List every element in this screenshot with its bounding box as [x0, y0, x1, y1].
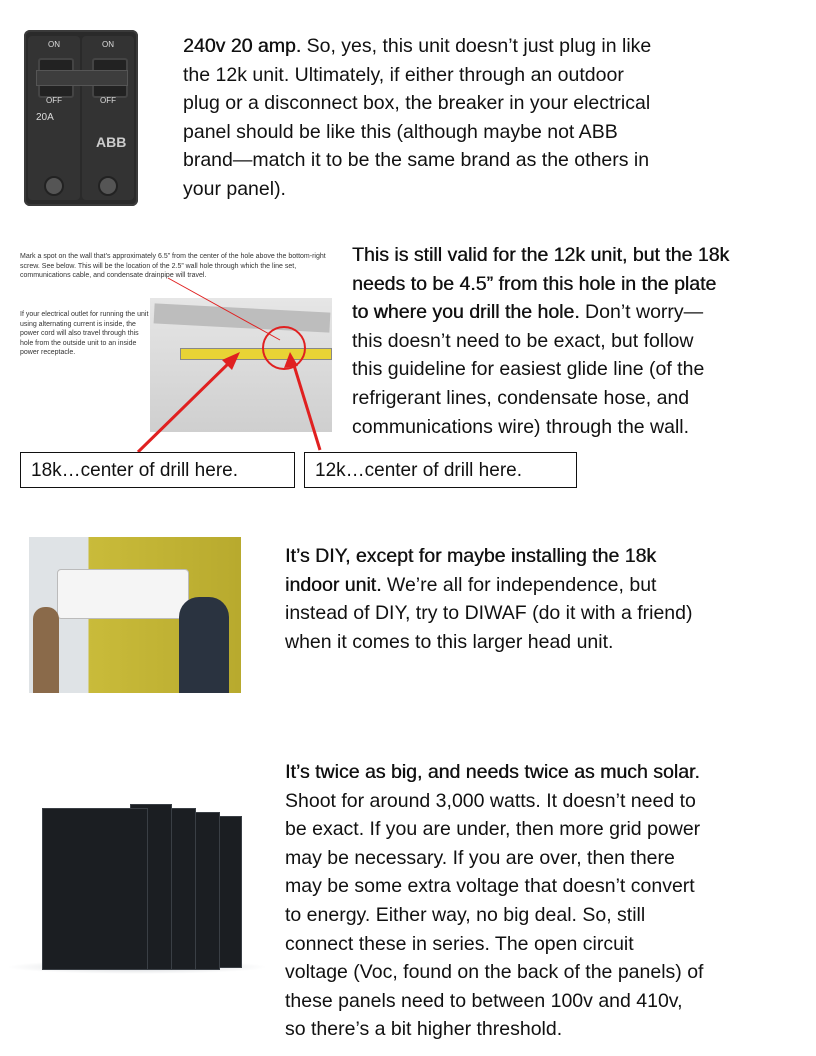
section1-line: panel should be like this (although maybe not ABB — [183, 120, 618, 143]
section3-line: when it comes to this larger head unit. — [285, 630, 614, 653]
breaker-brand-logo: ABB — [96, 134, 127, 150]
breaker-on-label-left: ON — [48, 40, 60, 49]
breaker-off-label-right: OFF — [100, 96, 116, 105]
solar-panel-front — [42, 808, 148, 970]
arrow-12k-line — [293, 362, 320, 450]
section2-lead-line: to where you drill the hole. — [352, 301, 580, 324]
section2-lead-rest: Don’t worry— — [579, 301, 704, 324]
breaker-amp-label: 20A — [36, 112, 54, 123]
section1-line: the 12k unit. Ultimately, if either through an outdoor — [183, 63, 624, 86]
installer-person — [179, 597, 229, 693]
section2-line: this guideline for easiest glide line (of the — [352, 358, 705, 381]
breaker-off-label-left: OFF — [46, 96, 62, 105]
section3-lead-line: It’s DIY, except for maybe installing the 18k — [285, 545, 657, 567]
section2-lead-line: needs to be 4.5” from this hole in the plate — [352, 272, 717, 295]
section3-lead-rest: We’re all for independence, but — [381, 573, 657, 596]
section1-line: your panel). — [183, 177, 286, 200]
arrow-12k-head — [284, 352, 298, 368]
pointer-line — [168, 278, 280, 340]
breaker-on-label-right: ON — [102, 40, 114, 49]
section4-line: connect these in series. The open circuit — [285, 932, 634, 955]
section4-line: voltage (Voc, found on the back of the panels) of — [285, 961, 704, 984]
section2-lead-line: This is still valid for the 12k unit, but the 18k — [352, 244, 730, 266]
helper-person — [33, 607, 59, 693]
section4-line: may be necessary. If you are over, then there — [285, 846, 675, 869]
solar-panels-image — [6, 800, 268, 976]
callout-12k: 12k…center of drill here. — [304, 452, 577, 488]
callout-18k: 18k…center of drill here. — [20, 452, 295, 488]
section2-text — [352, 241, 812, 441]
installer-photo — [29, 537, 241, 693]
section1-first-line-rest: So, yes, this unit doesn’t just plug in like — [301, 35, 652, 57]
section4-line: Shoot for around 3,000 watts. It doesn’t need to — [285, 789, 696, 812]
section4-line: these panels need to between 100v and 410v, — [285, 989, 683, 1012]
section1-line: plug or a disconnect box, the breaker in your electrical — [183, 92, 651, 115]
indoor-head-unit — [57, 569, 189, 619]
arrow-18k-line — [138, 360, 232, 452]
section3-text — [285, 542, 785, 656]
section2-line: communications wire) through the wall. — [352, 415, 690, 438]
section4-line: be exact. If you are under, then more grid power — [285, 818, 701, 841]
section4-text — [285, 758, 795, 1044]
section4-lead: It’s twice as big, and needs twice as much solar. — [285, 761, 700, 783]
section3-lead-line: indoor unit. — [285, 573, 382, 596]
instruction-note-left: If your electrical outlet for running the unit using alternating current is inside, the power cord will also travel through this hole from the outside unit to an inside power receptacle. — [20, 311, 149, 356]
section1-lead: 240v 20 amp. — [183, 35, 302, 57]
section4-line: so there’s a bit higher threshold. — [285, 1018, 563, 1041]
section2-line: refrigerant lines, condensate hose, and — [352, 386, 690, 409]
section2-line: this doesn’t need to be exact, but follow — [352, 329, 694, 352]
section3-line: instead of DIY, try to DIWAF (do it with a friend) — [285, 602, 693, 625]
section1-line: brand—match it to be the same brand as the others in — [183, 149, 650, 172]
section4-line: to energy. Either way, no big deal. So, still — [285, 903, 646, 926]
instruction-note-top: Mark a spot on the wall that’s approximately 6.5” from the center of the hole above the bottom-right screw. See below. This will be the location of the 2.5” wall hole through which the line set, communications cable, and condensate drainpipe will travel. — [20, 253, 326, 279]
section4-line: may be some extra voltage that doesn’t convert — [285, 875, 695, 898]
